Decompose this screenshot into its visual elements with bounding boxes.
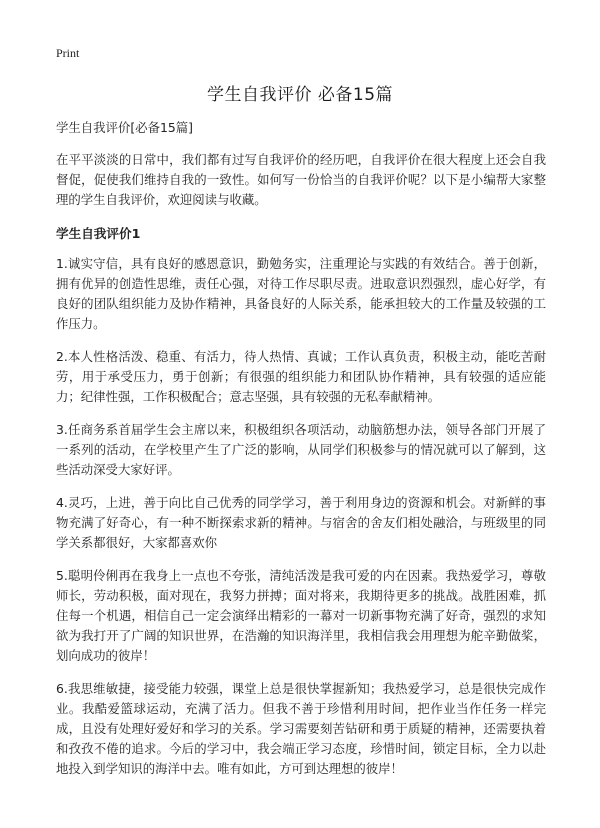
document-body xyxy=(56,118,546,792)
section-heading: 学生自我评价1 xyxy=(56,226,141,241)
list-item: 3.任商务系首届学生会主席以来，积极组织各项活动，动脑筋想办法，领导各部门开展了一系列的活动，在学校里产生了广泛的影响，从同学们积极参与的情况就可以了解到，这些活动深受大家好评。 xyxy=(56,422,546,477)
intro-paragraph: 在平平淡淡的日常中，我们都有过写自我评价的经历吧，自我评价在很大程度上还会自我督促，促使我们维持自我的一致性。如何写一份恰当的自我评价呢？以下是小编帮大家整理的学生自我评价，欢迎阅读与收藏。 xyxy=(56,152,546,207)
list-item: 6.我思维敏捷，接受能力较强，课堂上总是很快掌握新知；我热爱学习，总是很快完成作业。我酷爱篮球运动，充满了活力。但我不善于珍惜利用时间，把作业当作任务一样完成，且没有处理好爱好和学习的关系。学习需要刻苦钻研和勇于质疑的精神，还需要执着和孜孜不倦的追求。今后的学习中，我会端正学习态度，珍惜时间，锁定目标，全力以赴地投入到学知识的海洋中去。唯有如此，方可到达理想的彼岸！ xyxy=(56,681,546,776)
list-item: 2.本人性格活泼、稳重、有活力，待人热情、真诚；工作认真负责，积极主动，能吃苦耐劳，用于承受压力，勇于创新；有很强的组织能力和团队协作精神，具有较强的适应能力；纪律性强，工作积极配合；意志坚强，具有较强的无私奉献精神。 xyxy=(56,349,546,404)
list-item: 5.聪明伶俐再在我身上一点也不夸张，清纯活泼是我可爱的内在因素。我热爱学习，尊敬师长，劳动积极，面对现在，我努力拼搏；面对将来，我期待更多的挑战。战胜困难，抓住每一个机遇，相信自己一定会演绎出精彩的一幕对一切新事物充满了好奇，强烈的求知欲为我打开了广阔的知识世界，在浩瀚的知识海洋里，我相信我会用理想为舵辛勤做桨，划向成功的彼岸！ xyxy=(56,568,546,663)
page-title: 学生自我评价 必备15篇 xyxy=(206,85,394,105)
print-link[interactable]: Print xyxy=(56,46,80,60)
document-subtitle: 学生自我评价[必备15篇] xyxy=(56,120,193,135)
list-item: 1.诚实守信，具有良好的感恩意识，勤勉务实，注重理论与实践的有效结合。善于创新，拥有优异的创造性思维，责任心强，对待工作尽职尽责。进取意识烈强烈，虚心好学，有良好的团队组织能力及协作精神，具备良好的人际关系，能承担较大的工作量及较强的工作压力。 xyxy=(56,256,546,331)
list-item: 4.灵巧，上进，善于向比自己优秀的同学学习，善于利用身边的资源和机会。对新鲜的事物充满了好奇心，有一种不断探索求新的精神。与宿舍的舍友们相处融洽，与班级里的同学关系都很好，大家都喜欢你 xyxy=(56,495,546,550)
